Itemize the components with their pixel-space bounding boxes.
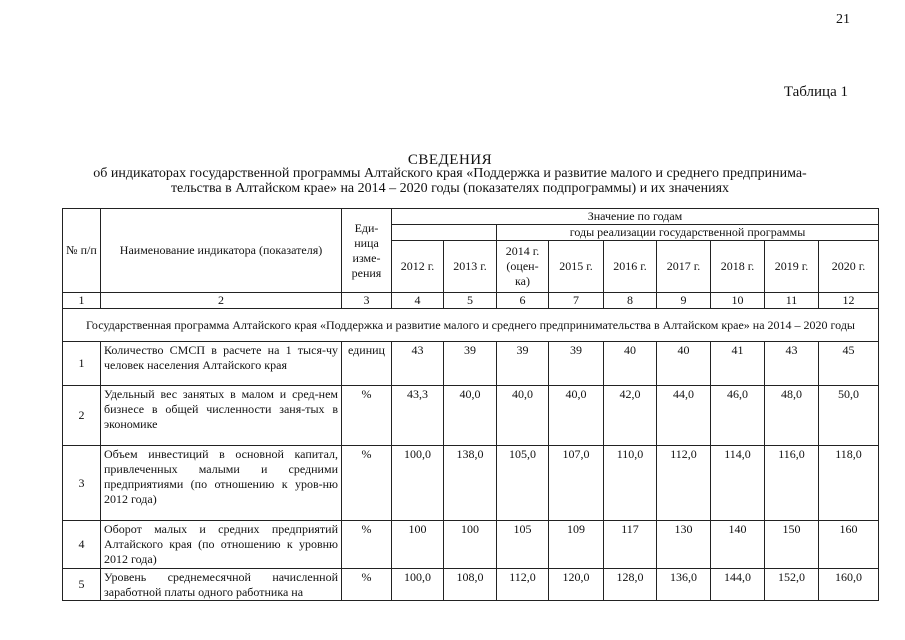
- unit-cell: %: [342, 569, 392, 601]
- value-cell: 40: [657, 342, 711, 386]
- table-row: [63, 386, 879, 446]
- page-number: 21: [836, 12, 850, 27]
- value-cell: 112,0: [497, 569, 549, 601]
- header-year: 2013 г.: [444, 241, 497, 293]
- table-label: Таблица 1: [783, 84, 848, 100]
- indicator-name: Объем инвестиций в основной капитал, привлеченных малыми и средними предприятиями (по отношению к уров-ню 2012 года): [101, 446, 342, 521]
- column-number: 10: [711, 293, 765, 309]
- indicator-name: [101, 569, 342, 601]
- header-name: Наименование индикатора (показателя): [101, 209, 342, 293]
- table-row: [63, 521, 879, 569]
- value-cell: 140: [711, 521, 765, 569]
- subtitle-line: тельства в Алтайском крае» на 2014 – 2020 годы (показателях подпрограммы) и их значениях: [170, 181, 730, 196]
- header-year: 2018 г.: [711, 241, 765, 293]
- row-number: 1: [63, 342, 101, 386]
- value-cell: 108,0: [444, 569, 497, 601]
- value-cell: 105,0: [497, 446, 549, 521]
- indicator-name: Оборот малых и средних предприятий Алтайского края (по отношению к уровню 2012 года): [101, 521, 342, 569]
- value-cell: 39: [497, 342, 549, 386]
- value-cell: 39: [444, 342, 497, 386]
- column-number: 6: [497, 293, 549, 309]
- table-row: [63, 342, 879, 386]
- value-cell: 112,0: [657, 446, 711, 521]
- value-cell: 105: [497, 521, 549, 569]
- header-spacer: [392, 225, 497, 241]
- column-number: 4: [392, 293, 444, 309]
- value-cell: 138,0: [444, 446, 497, 521]
- value-cell: 114,0: [711, 446, 765, 521]
- document-title: СВЕДЕНИЯ: [407, 152, 493, 168]
- header-num: № п/п: [63, 209, 101, 293]
- header-program-years: годы реализации государственной программы: [497, 225, 879, 241]
- header-year: 2019 г.: [765, 241, 819, 293]
- indicator-name: Количество СМСП в расчете на 1 тыся-чу человек населения Алтайского края: [101, 342, 342, 386]
- value-cell: 109: [549, 521, 604, 569]
- value-cell: 43: [392, 342, 444, 386]
- value-cell: 43,3: [392, 386, 444, 446]
- unit-cell: %: [342, 386, 392, 446]
- column-number: 12: [819, 293, 879, 309]
- value-cell: 118,0: [819, 446, 879, 521]
- value-cell: 40,0: [497, 386, 549, 446]
- unit-cell: единиц: [342, 342, 392, 386]
- value-cell: 46,0: [711, 386, 765, 446]
- value-cell: 41: [711, 342, 765, 386]
- value-cell: 100: [444, 521, 497, 569]
- indicator-name-text: Уровень среднемесячной начисленной заработной платы одного работника на: [104, 570, 338, 599]
- column-number: 9: [657, 293, 711, 309]
- value-cell: 50,0: [819, 386, 879, 446]
- value-cell: 44,0: [657, 386, 711, 446]
- row-number: 5: [63, 569, 101, 601]
- value-cell: 48,0: [765, 386, 819, 446]
- header-year: 2014 г. (оцен-ка): [497, 241, 549, 293]
- header-year: 2012 г.: [392, 241, 444, 293]
- subtitle-line: об индикаторах государственной программы Алтайского края «Поддержка и развитие малого и среднего предпринима-: [93, 166, 807, 181]
- value-cell: 150: [765, 521, 819, 569]
- column-number: 7: [549, 293, 604, 309]
- value-cell: 116,0: [765, 446, 819, 521]
- value-cell: 100,0: [392, 569, 444, 601]
- unit-cell: %: [342, 446, 392, 521]
- section-title: Государственная программа Алтайского края «Поддержка и развитие малого и среднего предпринимательства в Алтайском крае» на 2014 – 2020 годы: [63, 309, 879, 342]
- value-cell: 120,0: [549, 569, 604, 601]
- value-cell: 100: [392, 521, 444, 569]
- value-cell: 40,0: [549, 386, 604, 446]
- value-cell: 160,0: [819, 569, 879, 601]
- header-year: 2017 г.: [657, 241, 711, 293]
- value-cell: 42,0: [604, 386, 657, 446]
- value-cell: 45: [819, 342, 879, 386]
- value-cell: 117: [604, 521, 657, 569]
- header-year: 2015 г.: [549, 241, 604, 293]
- value-cell: 144,0: [711, 569, 765, 601]
- column-number: 11: [765, 293, 819, 309]
- header-year: 2016 г.: [604, 241, 657, 293]
- value-cell: 160: [819, 521, 879, 569]
- value-cell: 100,0: [392, 446, 444, 521]
- value-cell: 43: [765, 342, 819, 386]
- header-year: 2020 г.: [819, 241, 879, 293]
- value-cell: 39: [549, 342, 604, 386]
- value-cell: 136,0: [657, 569, 711, 601]
- column-number: 5: [444, 293, 497, 309]
- indicators-table: [62, 208, 879, 601]
- table-row: [63, 446, 879, 521]
- value-cell: 110,0: [604, 446, 657, 521]
- table-row: [63, 569, 879, 601]
- value-cell: 40: [604, 342, 657, 386]
- column-number: 1: [63, 293, 101, 309]
- value-cell: 128,0: [604, 569, 657, 601]
- value-cell: 40,0: [444, 386, 497, 446]
- indicator-name: Удельный вес занятых в малом и сред-нем бизнесе в общей численности заня-тых в экономике: [101, 386, 342, 446]
- column-number: 2: [101, 293, 342, 309]
- value-cell: 152,0: [765, 569, 819, 601]
- row-number: 4: [63, 521, 101, 569]
- column-number: 8: [604, 293, 657, 309]
- unit-cell: %: [342, 521, 392, 569]
- header-unit: Еди-ница изме-рения: [342, 209, 392, 293]
- value-cell: 130: [657, 521, 711, 569]
- row-number: 2: [63, 386, 101, 446]
- document-subtitle: [40, 166, 860, 196]
- header-values-by-year: Значение по годам: [392, 209, 879, 225]
- value-cell: 107,0: [549, 446, 604, 521]
- row-number: 3: [63, 446, 101, 521]
- column-number: 3: [342, 293, 392, 309]
